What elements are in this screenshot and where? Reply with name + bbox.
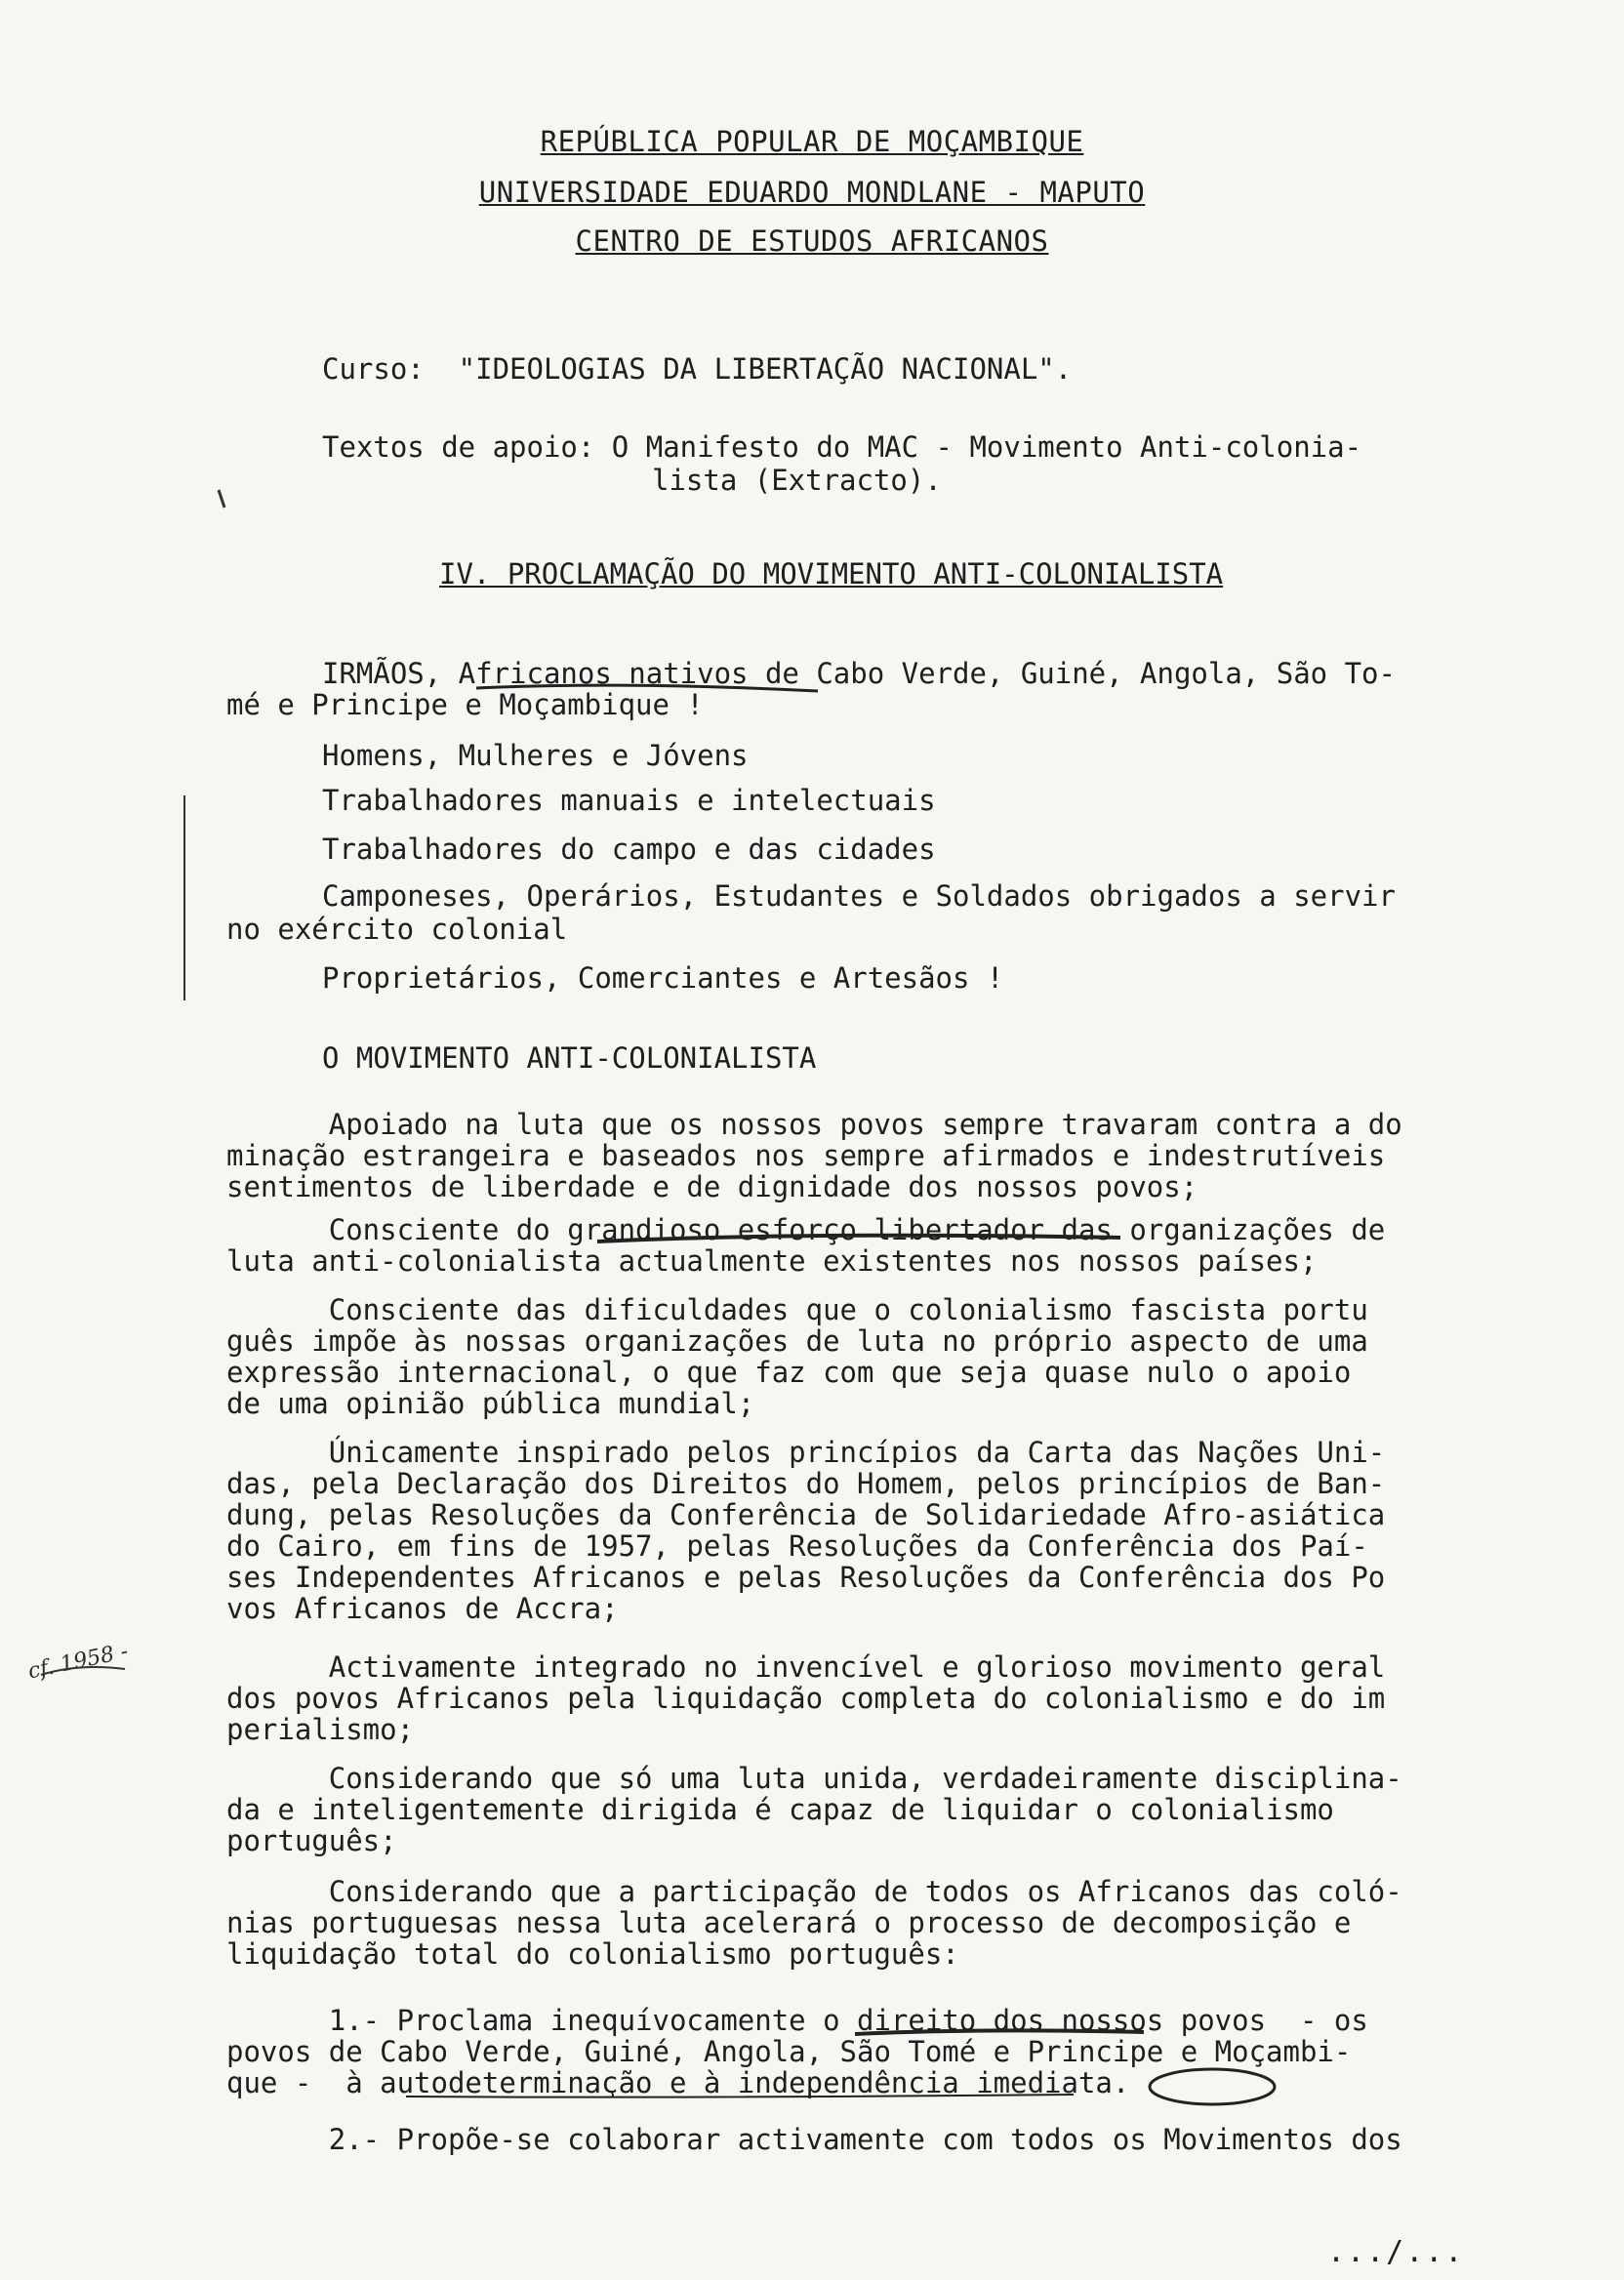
handwritten-margin-note: cf. 1958 - [25,1639,131,1685]
paragraph-apoiado: Apoiado na luta que os nossos povos sempre travaram contra a do minação estrangeira e baseados nos sempre afirmados e indestrutíveis sentimentos de liberdade e de dignidade dos nossos povos; [226,1108,1402,1203]
course-line: Curso: "IDEOLOGIAS DA LIBERTAÇÃO NACIONAL". [322,352,1073,386]
paragraph-considerando-participacao: Considerando que a participação de todos os Africanos das coló- nias portuguesas nessa luta acelerará o processo de decomposição e liquidação total do colonialismo português: [226,1875,1402,1971]
ink-stray-mark [219,490,224,508]
addressees-line-2: mé e Principe e Moçambique ! [226,688,704,721]
addressees-line-7: no exército colonial [226,913,568,946]
paragraph-consciente-esforco: Consciente do grandioso esforço libertador das organizações de luta anti-colonialista actualmente existentes nos nossos países; [226,1213,1386,1278]
support-line-1: Textos de apoio: O Manifesto do MAC - Movimento Anti-colonia- [322,430,1362,464]
support-line-2: lista (Extracto). [652,464,942,497]
header-center: CENTRO DE ESTUDOS AFRICANOS [575,224,1049,258]
item-1-proclama: 1.- Proclama inequívocamente o direito dos nossos povos - os povos de Cabo Verde, Guiné, Angola, São Tomé e Principe e Moçambi- que - à autodeterminação e à independência imediata. [226,2004,1368,2099]
item-2-propoe: 2.- Propõe-se colaborar activamente com todos os Movimentos dos [226,2123,1402,2156]
section-title: IV. PROCLAMAÇÃO DO MOVIMENTO ANTI-COLONIALISTA [439,557,1224,590]
paragraph-activamente: Activamente integrado no invencível e glorioso movimento geral dos povos Africanos pela liquidação completa do colonialismo e do im perialismo; [226,1650,1386,1746]
addressees-line-4: Trabalhadores manuais e intelectuais [322,784,936,817]
paragraph-consciente-dificuldades: Consciente das dificuldades que o colonialismo fascista portu guês impõe às nossas organizações de luta no próprio aspecto de uma expressão internacional, o que faz com que seja quase nulo o apoio de uma opinião pública mundial; [226,1293,1368,1420]
addressees-line-3: Homens, Mulheres e Jóvens [322,739,749,772]
paragraph-considerando-luta: Considerando que só uma luta unida, verdadeiramente disciplina- da e inteligentemente dirigida é capaz de liquidar o colonialismo português; [226,1762,1402,1857]
margin-bracket-line [183,795,185,1000]
header-university: UNIVERSIDADE EDUARDO MONDLANE - MAPUTO [478,176,1146,209]
continuation-marker: .../... [1327,2235,1465,2269]
addressees-line-1: IRMÃOS, Africanos nativos de Cabo Verde, Guiné, Angola, São To- [322,657,1396,690]
addressees-line-8: Proprietários, Comerciantes e Artesãos ! [322,961,1004,995]
paragraph-unicamente: Únicamente inspirado pelos princípios da Carta das Nações Uni- das, pela Declaração dos Direitos do Homem, pelos princípios de Ban- dung, pelas Resoluções da Conferência de Solidariedade Afro-asiática do Cairo, em fins de 1957, pelas Resoluções da Conferência dos Paí- ses Independentes Africanos e pelas Resoluções da Conferência dos Po vos Africanos de Accra; [226,1436,1386,1625]
addressees-line-5: Trabalhadores do campo e das cidades [322,833,936,866]
movement-title: O MOVIMENTO ANTI-COLONIALISTA [322,1041,817,1075]
header-republic: REPÚBLICA POPULAR DE MOÇAMBIQUE [540,125,1084,158]
addressees-line-6: Camponeses, Operários, Estudantes e Soldados obrigados a servir [322,879,1396,913]
